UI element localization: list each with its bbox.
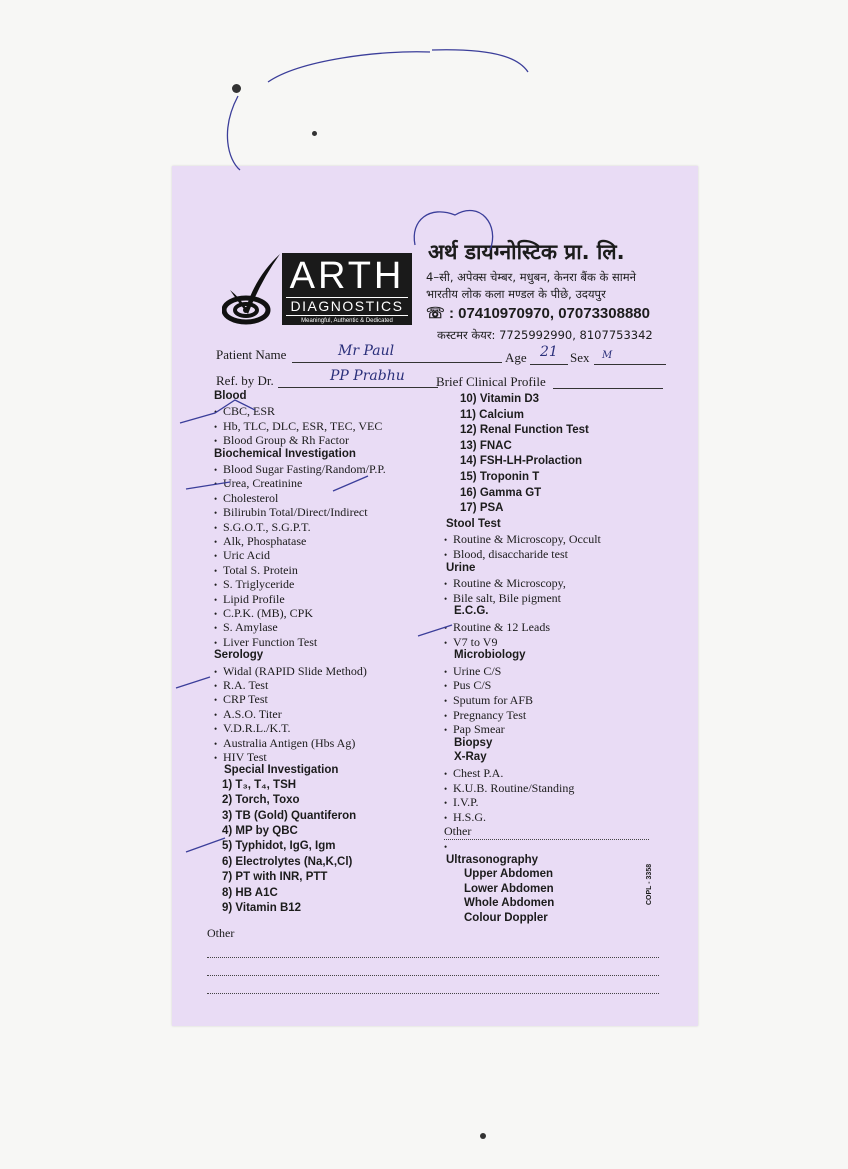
numbered-test: 17) PSA — [460, 502, 504, 515]
numbered-test: 11) Calcium — [460, 408, 524, 421]
other-label: Other — [207, 926, 235, 940]
test-item: • V.D.R.L./K.T. — [214, 721, 291, 736]
subsection-heading: Microbiology — [454, 649, 526, 662]
numbered-test: 16) Gamma GT — [460, 486, 542, 499]
numbered-test: 10) Vitamin D3 — [460, 393, 540, 405]
clinical-profile-field — [553, 388, 663, 389]
test-item: • Alk, Phosphatase — [214, 534, 306, 549]
age-handwritten: 21 — [540, 344, 558, 360]
section-heading: Serology — [214, 649, 264, 662]
section-heading: Urine — [446, 561, 476, 574]
numbered-test: 9) Vitamin B12 — [222, 902, 302, 914]
numbered-test: 4) MP by QBC — [222, 825, 298, 837]
test-item: • Australia Antigen (Hbs Ag) — [214, 736, 355, 751]
section-heading: Biochemical Investigation — [214, 447, 356, 460]
subsection-heading: E.C.G. — [454, 605, 489, 618]
test-item: • R.A. Test — [214, 678, 268, 693]
test-item: • Chest P.A. — [444, 766, 503, 781]
test-item: • I.V.P. — [444, 795, 478, 810]
ref-doctor-field — [278, 387, 438, 388]
numbered-test: 13) FNAC — [460, 439, 512, 452]
test-item: • Blood Sugar Fasting/Random/P.P. — [214, 462, 386, 477]
numbered-test: 5) Typhidot, IgG, Igm — [222, 840, 336, 853]
test-item: • V7 to V9 — [444, 635, 497, 650]
numbered-test: 7) PT with INR, PTT — [222, 871, 328, 884]
test-item: • Routine & Microscopy, — [444, 576, 566, 591]
numbered-test: 2) Torch, Toxo — [222, 794, 300, 807]
test-item: • Hb, TLC, DLC, ESR, TEC, VEC — [214, 419, 382, 434]
target-checkmark-logo-icon — [222, 250, 282, 326]
logo-tagline: Meaningful, Authentic & Dedicated — [301, 318, 393, 324]
test-item: • S. Amylase — [214, 620, 278, 635]
test-item: • Routine & 12 Leads — [444, 620, 550, 635]
numbered-test: 8) HB A1C — [222, 886, 278, 899]
test-item: • Urea, Creatinine — [214, 476, 302, 491]
sex-field — [594, 364, 666, 365]
phone-icon: ☏ — [426, 305, 445, 322]
numbered-test: 3) TB (Gold) Quantiferon — [222, 809, 357, 822]
section-heading: Ultrasonography — [446, 853, 539, 866]
test-item: • Widal (RAPID Slide Method) — [214, 664, 367, 679]
arth-diagnostics-logo — [282, 253, 412, 325]
customer-care: कस्टमर केयर: 7725992990, 8107753342 — [437, 328, 653, 342]
test-item: • HIV Test — [214, 750, 267, 765]
numbered-test: 1) T₃, T₄, TSH — [222, 778, 297, 791]
age-label: Age — [505, 350, 527, 365]
logo-word: ARTH — [289, 255, 405, 297]
test-item: • Total S. Protein — [214, 563, 298, 578]
scan-speck — [480, 1133, 486, 1139]
test-item: • Sputum for AFB — [444, 693, 533, 708]
test-item: • Routine & Microscopy, Occult — [444, 532, 601, 547]
subsection-heading: Special Investigation — [224, 764, 339, 777]
test-item: • Pregnancy Test — [444, 708, 526, 723]
scan-speck — [312, 131, 317, 136]
test-item: • Liver Function Test — [214, 635, 317, 650]
ultrasound-item: Whole Abdomen — [464, 897, 555, 910]
test-item: • Cholesterol — [214, 491, 278, 506]
address-line-1: 4–सी, अपेक्स चेम्बर, मधुबन, केनरा बैंक के सामने — [426, 270, 637, 284]
test-item: • Pus C/S — [444, 678, 491, 693]
section-heading: Blood — [214, 390, 247, 402]
section-heading: Stool Test — [446, 517, 501, 530]
form-code: COPL - 3358 — [646, 863, 653, 905]
sex-handwritten: M — [602, 350, 613, 361]
numbered-test: 14) FSH-LH-Prolaction — [460, 455, 583, 468]
phone-text: : 07410970970, 07073308880 — [448, 305, 650, 322]
test-item: • S.G.O.T., S.G.P.T. — [214, 520, 311, 535]
test-item: • CBC, ESR — [214, 404, 275, 419]
test-item: • K.U.B. Routine/Standing — [444, 781, 574, 796]
test-item: • C.P.K. (MB), CPK — [214, 606, 313, 621]
logo-sub: DIAGNOSTICS — [286, 297, 408, 316]
ref-doctor-label: Ref. by Dr. — [216, 373, 274, 388]
test-item: • Uric Acid — [214, 548, 270, 563]
other-line — [207, 993, 659, 994]
numbered-test: 12) Renal Function Test — [460, 424, 589, 437]
ultrasound-item: Colour Doppler — [464, 912, 548, 924]
other-line — [207, 975, 659, 976]
sex-label: Sex — [570, 350, 590, 365]
ref-doctor-handwritten: PP Prabhu — [330, 368, 405, 384]
numbered-test: 6) Electrolytes (Na,K,Cl) — [222, 855, 353, 868]
company-name-hindi: अर्थ डायग्नोस्टिक प्रा. लि. — [428, 240, 625, 264]
patient-name-handwritten: Mr Paul — [338, 343, 395, 359]
age-field — [530, 364, 568, 365]
numbered-test: 15) Troponin T — [460, 471, 540, 483]
test-item: • Urine C/S — [444, 664, 501, 679]
test-item: • S. Triglyceride — [214, 577, 294, 592]
address-line-2: भारतीय लोक कला मण्डल के पीछे, उदयपुर — [426, 287, 606, 301]
patient-name-field — [292, 362, 502, 363]
patient-name-label: Patient Name — [216, 347, 287, 362]
ultrasound-item: Lower Abdomen — [464, 882, 554, 895]
test-item: • Blood, disaccharide test — [444, 547, 568, 562]
subsection-heading: X-Ray — [454, 751, 487, 764]
test-item: • Bile salt, Bile pigment — [444, 591, 561, 606]
scan-speck — [232, 84, 241, 93]
test-item: • H.S.G. — [444, 810, 486, 825]
other-dotted-line — [444, 839, 649, 840]
other-label: Other — [444, 824, 649, 840]
test-item: • CRP Test — [214, 692, 268, 707]
clinical-profile-label: Brief Clinical Profile — [436, 374, 546, 389]
other-line — [207, 957, 659, 958]
test-item: • A.S.O. Titer — [214, 707, 282, 722]
subsection-heading: Biopsy — [454, 736, 493, 749]
test-item: • Pap Smear — [444, 722, 505, 737]
test-item: • Bilirubin Total/Direct/Indirect — [214, 505, 368, 520]
ultrasound-item: Upper Abdomen — [464, 868, 554, 881]
phone-numbers — [426, 304, 650, 322]
test-item: • Lipid Profile — [214, 592, 285, 607]
test-item: • Blood Group & Rh Factor — [214, 433, 349, 448]
